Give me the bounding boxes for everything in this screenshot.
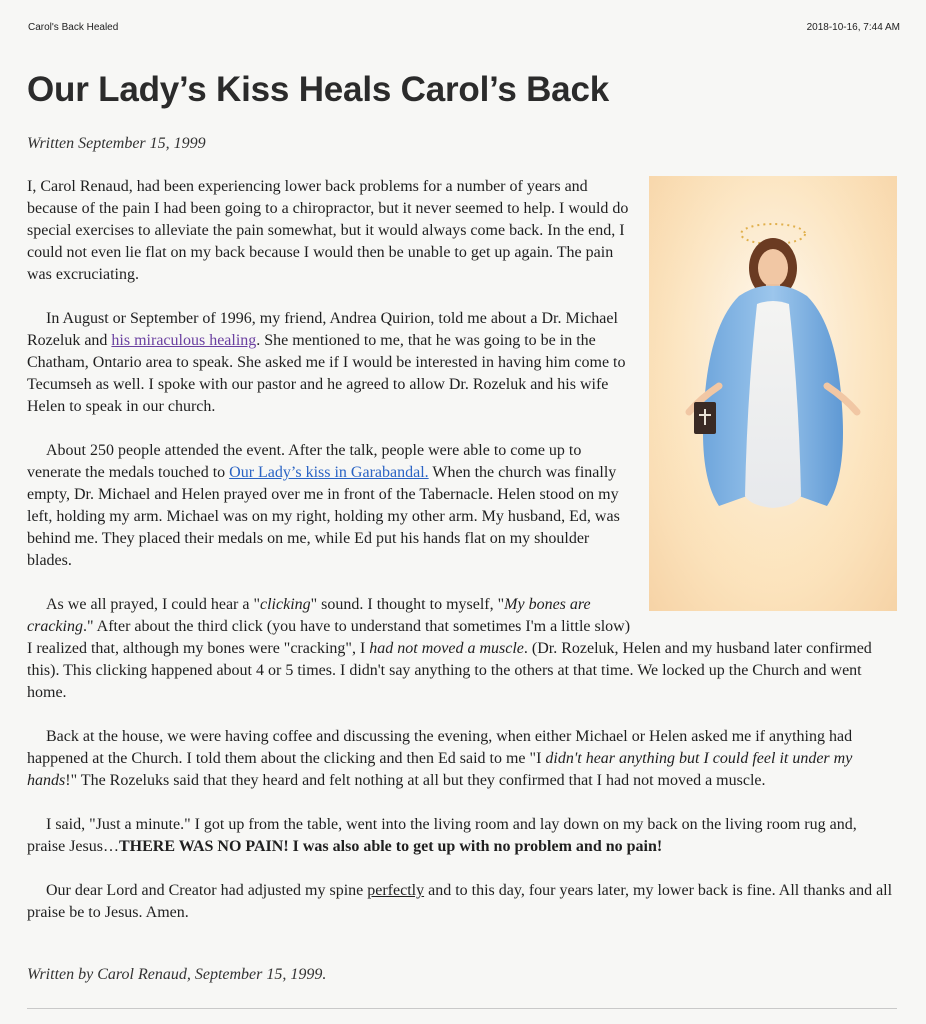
paragraph-2-text-a: In August or September of 1996, my friend, Andrea Quirion, told me about a Dr. Michael Rozeluk and xyxy=(27,310,618,349)
paragraph-6-text-a: I said, "Just a minute." I got up from the table, went into the living room and lay down on my back on the living room rug and, praise Jesus… xyxy=(27,816,857,855)
paragraph-5 xyxy=(27,726,897,792)
bottom-divider xyxy=(27,1008,897,1009)
paragraph-5-italic-a: didn't hear anything but I could feel it under my hands xyxy=(27,750,853,789)
print-header-timestamp: 2018-10-16, 7:44 AM xyxy=(806,22,900,33)
garabandal-kiss-link[interactable]: Our Lady’s kiss in Garabandal. xyxy=(229,464,429,481)
paragraph-7 xyxy=(27,880,897,924)
written-date: Written September 15, 1999 xyxy=(27,135,206,152)
paragraph-5-text-b: !" The Rozeluks said that they heard and felt nothing at all but they confirmed that I had not moved a muscle. xyxy=(65,772,766,789)
paragraph-4-text-d: . (Dr. Rozeluk, Helen and my husband later confirmed this). This clicking happened about 4 or 5 times. I didn't say anything to the others at that time. We locked up the Church and went home. xyxy=(27,640,872,701)
paragraph-4-text-a: As we all prayed, I could hear a " xyxy=(46,596,260,613)
paragraph-6-bold: THERE WAS NO PAIN! I was also able to get up with no problem and no pain! xyxy=(118,838,663,855)
paragraph-2-text-b: . She mentioned to me, that he was going to be in the Chatham, Ontario area to speak. She asked me if I would be interested in having him come to Tecumseh as well. I spoke with our pastor and he agreed to allow Dr. Rozeluk and his wife Helen to speak in our church. xyxy=(27,332,626,415)
paragraph-1: I, Carol Renaud, had been experiencing lower back problems for a number of years and because of the pain I had been going to a chiropractor, but it never seemed to help. I would do special exercises to alleviate the pain somewhat, but it would always come back. In the end, I could not even lie flat on my back because I would then be unable to get up again. The pain was excruciating. xyxy=(27,178,629,283)
paragraph-7-text-a: Our dear Lord and Creator had adjusted my spine xyxy=(46,882,368,899)
paragraph-7-underline: perfectly xyxy=(367,882,425,899)
virgin-mary-icon xyxy=(649,176,897,611)
paragraph-4-italic-c: had not moved a muscle xyxy=(369,640,524,657)
print-header-title: Carol's Back Healed xyxy=(28,22,119,33)
virgin-mary-image xyxy=(649,176,897,611)
paragraph-3-text-b: When the church was finally empty, Dr. Michael and Helen prayed over me in front of the Tabernacle. Helen stood on my left, holding my arm. Michael was on my right, holding my other arm. My husband, Ed, was behind me. They placed their medals on me, while Ed put his hands flat on my shoulder blades. xyxy=(27,464,620,569)
paragraph-7-text-b: and to this day, four years later, my lower back is fine. All thanks and all praise be to Jesus. Amen. xyxy=(27,882,893,921)
paragraph-4-text-c: ." After about the third click (you have to understand that sometimes I'm a little slow) I realized that, although my bones were "cracking", I xyxy=(27,618,631,657)
signoff: Written by Carol Renaud, September 15, 1999. xyxy=(27,966,327,983)
paragraph-4-italic-a: clicking xyxy=(260,596,311,613)
paragraph-4-text-b: " sound. I thought to myself, " xyxy=(310,596,505,613)
page-title: Our Lady’s Kiss Heals Carol’s Back xyxy=(27,70,609,109)
miraculous-healing-link[interactable]: his miraculous healing xyxy=(111,332,257,349)
paragraph-4-italic-b: My bones are cracking xyxy=(27,596,591,635)
paragraph-5-text-a: Back at the house, we were having coffee and discussing the evening, when either Michael or Helen asked me if anything had happened at the Church. I told them about the clicking and then Ed said to me "I xyxy=(27,728,853,767)
article-body xyxy=(27,176,897,946)
paragraph-6 xyxy=(27,814,897,858)
paragraph-3-text-a: About 250 people attended the event. After the talk, people were able to come up to venerate the medals touched to xyxy=(27,442,582,481)
